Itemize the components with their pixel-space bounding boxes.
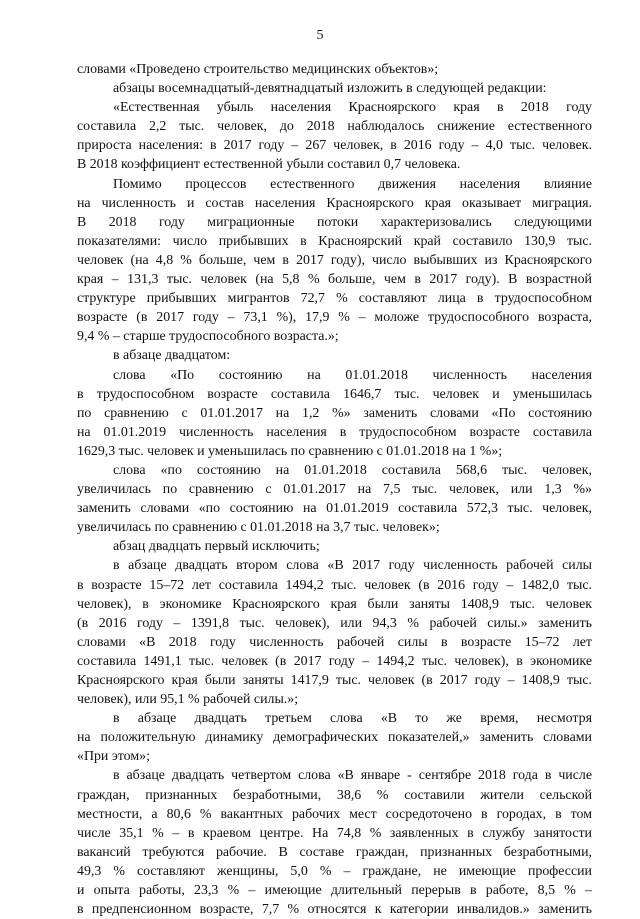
text-line: прироста населения: в 2017 году – 267 человек, в 2016 году – 4,0 тыс. человек.	[77, 138, 592, 154]
text-line: «При этом»;	[77, 749, 150, 765]
text-line: заменить словами «по состоянию на 01.01.2019 составила 572,3 тыс. человек,	[77, 501, 592, 517]
text-line: возрасте (в 2017 году – 73,1 %), 17,9 % – моложе трудоспособного возраста,	[77, 310, 592, 326]
text-line: на 01.01.2019 численность населения в трудоспособном возрасте составила	[77, 424, 592, 440]
text-line: по сравнению с 01.01.2017 на 1,2 %» заменить словами «По состоянию	[77, 405, 592, 421]
text-line: в абзаце двадцатом:	[113, 348, 231, 364]
text-line: 1629,3 тыс. человек и уменьшилась по сравнению с 01.01.2018 на 1 %»;	[77, 443, 503, 459]
text-line: увеличилась по сравнению с 01.01.2018 на 3,7 тыс. человек»;	[77, 520, 440, 536]
text-line: слова «по состоянию на 01.01.2018 составила 568,6 тыс. человек,	[113, 462, 592, 478]
text-line: в абзаце двадцать втором слова «В 2017 году численность рабочей силы	[113, 558, 592, 574]
text-line: человек), в экономике Красноярского края были заняты 1408,9 тыс. человек	[77, 596, 592, 612]
text-line: абзац двадцать первый исключить;	[113, 539, 320, 555]
text-line: Красноярского края были заняты 1417,9 тыс. человек (в 2017 году – 1408,9 тыс.	[77, 673, 592, 688]
text-line: (в 2016 году – 1391,8 тыс. человек), или 94,3 % рабочей силы.» заменить	[77, 615, 592, 631]
text-line: в трудоспособном возрасте составила 1646,7 тыс. человек и уменьшилась	[77, 386, 592, 402]
text-line: В 2018 коэффициент естественной убыли составил 0,7 человека.	[77, 157, 461, 173]
text-line: вакансий требуются рабочие. В составе граждан, признанных безработными,	[77, 844, 592, 860]
text-line: слова «По состоянию на 01.01.2018 численность населения	[113, 367, 592, 383]
text-line: структуре прибывших мигрантов 72,7 % составляют лица в трудоспособном	[77, 291, 592, 307]
text-line: в абзаце двадцать четвертом слова «В январе - сентябре 2018 года в числе	[113, 768, 592, 784]
text-line: числе 35,1 % – в краевом центре. На 74,8 % заявленных в службу занятости	[77, 825, 592, 841]
text-line: 9,4 % – старше трудоспособного возраста.»;	[77, 329, 339, 345]
text-line: составила 1491,1 тыс. человек (в 2017 году – 1494,2 тыс. человек), в экономике	[77, 653, 592, 669]
text-line: в возрасте 15–72 лет составила 1494,2 тыс. человек (в 2016 году – 1482,0 тыс.	[77, 577, 592, 593]
text-line: местности, а 80,6 % вакантных рабочих мест сосредоточено в городах, в том	[77, 806, 592, 822]
text-line: словами «В 2018 году численность рабочей силы в возрасте 15–72 лет	[77, 634, 592, 650]
text-line: Помимо процессов естественного движения населения влияние	[113, 176, 592, 192]
text-line: 49,3 % составляют женщины, 5,0 % – граждане, не имеющие профессии	[77, 863, 592, 879]
text-line: края – 131,3 тыс. человек (на 5,8 % больше, чем в 2017 году). В возрастной	[77, 272, 592, 288]
page-number: 5	[316, 28, 324, 43]
text-line: в абзаце двадцать третьем слова «В то же время, несмотря	[113, 711, 592, 727]
text-line: на численность и состав населения Красноярского края оказывает миграция.	[77, 195, 592, 211]
text-line: «Естественная убыль населения Красноярского края в 2018 году	[113, 100, 592, 116]
text-line: в предпенсионном возрасте, 7,7 % относятся к категории инвалидов.» заменить	[77, 902, 592, 918]
text-line: В 2018 году миграционные потоки характеризовались следующими	[77, 214, 592, 230]
text-line: показателями: число прибывших в Красноярский край составило 130,9 тыс.	[77, 233, 592, 249]
body-text	[77, 60, 592, 919]
text-line: человек), или 95,1 % рабочей силы.»;	[77, 692, 299, 708]
text-line: увеличилась по сравнению с 01.01.2017 на 7,5 тыс. человек, или 1,3 %»	[77, 482, 592, 498]
text-line: граждан, признанных безработными, 38,6 % составили жители сельской	[77, 787, 592, 803]
text-line: и опыта работы, 23,3 % – имеющие длительный перерыв в работе, 8,5 % –	[77, 883, 592, 899]
text-line: на положительную динамику демографических показателей,» заменить словами	[77, 730, 592, 746]
text-line: словами «Проведено строительство медицинских объектов»;	[77, 62, 439, 77]
text-line: человек (на 4,8 % больше, чем в 2017 году), число выбывших из Красноярского	[77, 252, 592, 268]
text-line: абзацы восемнадцатый-девятнадцатый изложить в следующей редакции:	[113, 81, 547, 97]
text-line: составила 2,2 тыс. человек, до 2018 наблюдалось снижение естественного	[77, 119, 592, 135]
